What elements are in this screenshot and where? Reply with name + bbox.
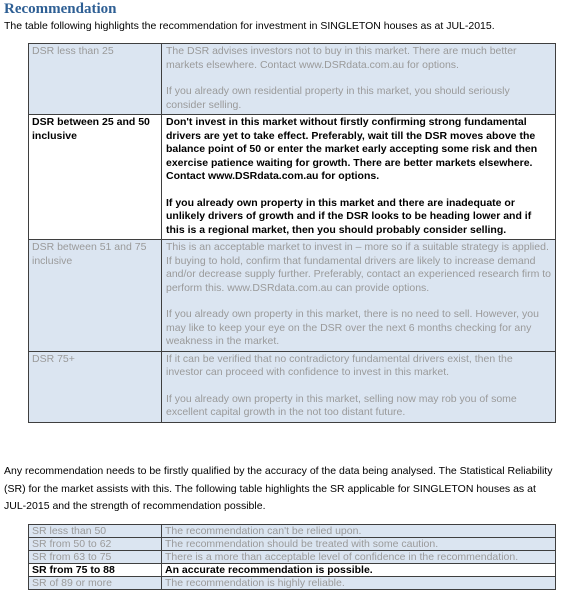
table-row <box>29 564 556 577</box>
dsr-recommendation-cell <box>162 351 556 422</box>
dsr-range-label: DSR less than 25 <box>29 44 162 115</box>
recommendation-paragraph: This is an acceptable market to invest in – more so if a suitable strategy is applied. If buying to hold, confirm that fundamental drivers are likely to increase demand and/or decrease supply further. Preferably, contact an experienced research firm to perform this. www.DSRdata.com.au can provide options. <box>166 241 552 294</box>
dsr-recommendation-cell <box>162 240 556 352</box>
table-row <box>29 115 556 240</box>
sr-reliability-table <box>28 524 556 590</box>
table-row <box>29 551 556 564</box>
dsr-range-label: DSR 75+ <box>29 351 162 422</box>
recommendation-paragraph: Don't invest in this market without firstly confirming strong fundamental drivers are yet to take effect. Preferably, wait till the DSR moves above the balance point of 50 or enter the market early accepting some risk and then exercise patience waiting for growth. There are better markets elsewhere. Contact www.DSRdata.com.au for options. <box>166 116 538 182</box>
table-row <box>29 240 556 352</box>
dsr-range-label: DSR between 51 and 75 inclusive <box>29 240 162 352</box>
sr-description: An accurate recommendation is possible. <box>162 564 556 577</box>
sr-description: There is a more than acceptable level of confidence in the recommendation. <box>162 551 556 564</box>
recommendation-paragraph: If you already own property in this market, there is no need to sell. However, you may like to keep your eye on the DSR over the next 6 months checking for any weakness in the market. <box>166 308 539 347</box>
section-heading: Recommendation <box>4 1 117 17</box>
sr-description: The recommendation should be treated with some caution. <box>162 538 556 551</box>
sr-range-label: SR from 50 to 62 <box>29 538 162 551</box>
sr-description: The recommendation can't be relied upon. <box>162 525 556 538</box>
table-row <box>29 44 556 115</box>
dsr-recommendation-cell <box>162 115 556 240</box>
sr-range-label: SR less than 50 <box>29 525 162 538</box>
sr-description: The recommendation is highly reliable. <box>162 577 556 590</box>
dsr-recommendation-cell <box>162 44 556 115</box>
sr-range-label: SR from 63 to 75 <box>29 551 162 564</box>
dsr-range-label: DSR between 25 and 50 inclusive <box>29 115 162 240</box>
recommendation-paragraph: If you already own residential property in this market, you should seriously consider selling. <box>166 85 510 111</box>
recommendation-paragraph: If you already own property in this market and there are inadequate or unlikely drivers of growth and if the DSR looks to be heading lower and if this is a regional market, then you should probably consider selling. <box>166 196 532 236</box>
recommendation-paragraph: If it can be verified that no contradictory fundamental drivers exist, then the investor can proceed with confidence to invest in this market. <box>166 352 513 378</box>
table-row <box>29 351 556 422</box>
intro-text: The table following highlights the recommendation for investment in SINGLETON houses as at JUL-2015. <box>4 20 495 32</box>
table-row <box>29 538 556 551</box>
recommendation-paragraph: The DSR advises investors not to buy in this market. There are much better markets elsewhere. Contact www.DSRdata.com.au for options. <box>166 45 517 71</box>
dsr-recommendation-table <box>28 43 556 423</box>
statistical-reliability-text: Any recommendation needs to be firstly qualified by the accuracy of the data being analysed. The Statistical Reliability (SR) for the market assists with this. The following table highlights the SR applicable for SINGLETON houses as at JUL-2015 and the strength of recommendation possible. <box>4 465 553 512</box>
table-row <box>29 525 556 538</box>
table-row <box>29 577 556 590</box>
sr-range-label: SR from 75 to 88 <box>29 564 162 577</box>
recommendation-paragraph: If you already own property in this market, selling now may rob you of some excellent capital growth in the not too distant future. <box>166 392 517 418</box>
sr-range-label: SR of 89 or more <box>29 577 162 590</box>
